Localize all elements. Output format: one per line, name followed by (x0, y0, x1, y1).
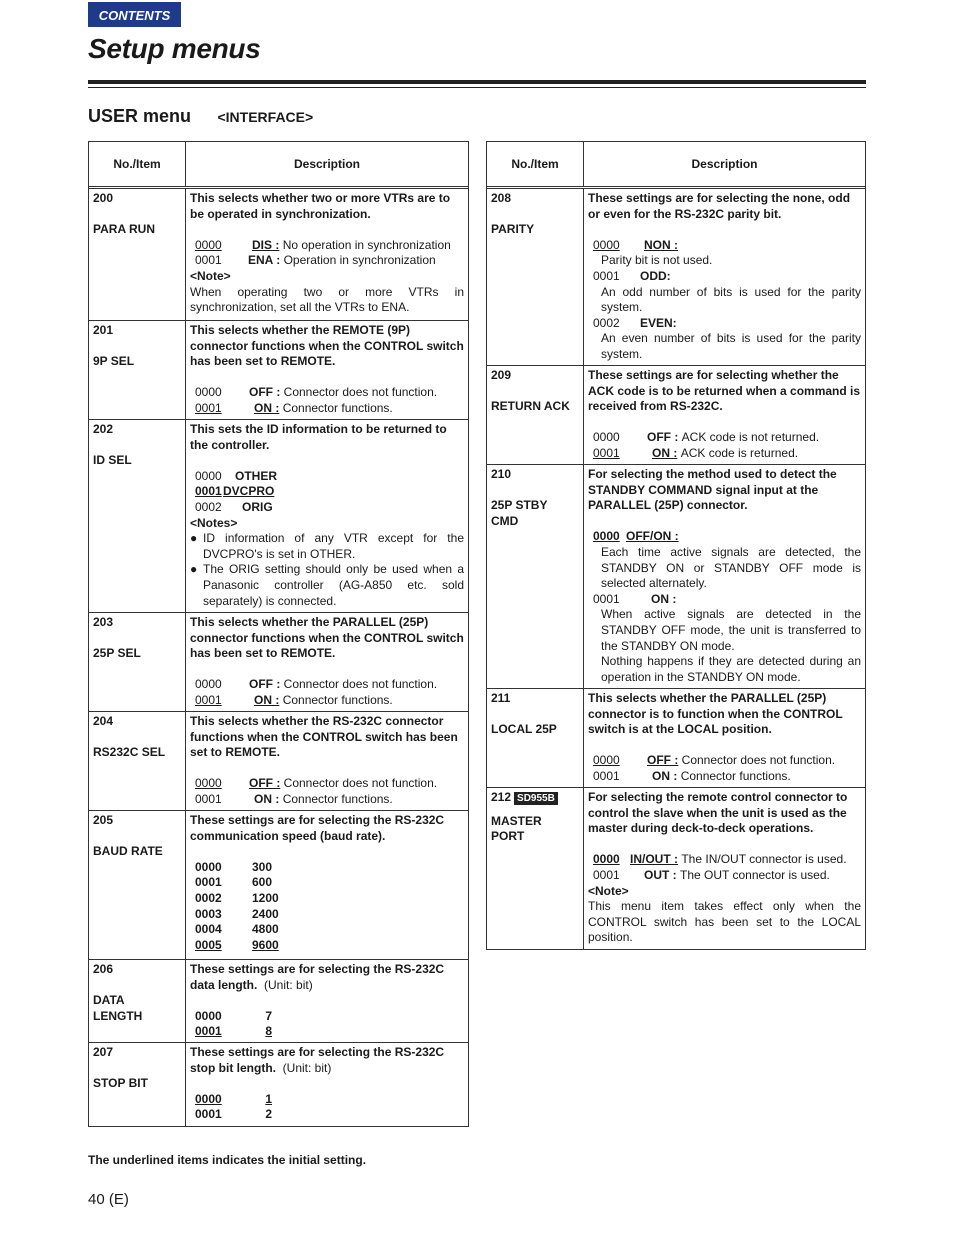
item-number-cell (487, 366, 584, 464)
option: 0000 OFF : Connector does not function. (195, 677, 438, 692)
note-bullet: ● The ORIG setting should only be used when a Panasonic controller (AG-A850 etc. sold separately) is connected. (190, 562, 464, 608)
item-description-cell (186, 189, 468, 320)
table-row (89, 189, 468, 320)
item-description: This sets the ID information to be returned to the controller. (190, 422, 447, 452)
item-number-cell (487, 689, 584, 787)
item-description-cell (584, 366, 865, 464)
item-description: These settings are for selecting the RS-232C stop bit length. (Unit: bit) (190, 1045, 445, 1075)
item-description-cell (186, 712, 468, 810)
option: 0000 300 (195, 859, 273, 874)
header-description: Description (691, 157, 758, 171)
option: 0000 OTHER (195, 468, 277, 483)
item-number: 210 (491, 467, 512, 481)
item-description: These settings are for selecting the RS-232C communication speed (baud rate). (190, 813, 445, 843)
option: 0001 ON : Connector functions. (593, 768, 791, 783)
item-number: 200 (93, 191, 114, 205)
table-row (487, 787, 865, 949)
item-number-cell (89, 420, 186, 612)
option: 0001 2 (195, 1107, 272, 1122)
item-description: These settings are for selecting whether the ACK code is to be returned when a command is received from RS-232C. (588, 368, 861, 414)
option-text: Each time active signals are detected, the STANDBY ON or STANDBY OFF mode is selected alternately. (601, 544, 861, 591)
option: 0004 4800 (195, 922, 279, 937)
item-number-cell (487, 465, 584, 688)
item-number: 209 (491, 368, 512, 382)
table-header (487, 142, 865, 187)
header-rule-thin (88, 87, 866, 88)
item-description-cell (186, 613, 468, 711)
item-name: 25P STBY CMD (491, 498, 548, 528)
option: 0000 IN/OUT : The IN/OUT connector is used. (593, 852, 847, 867)
item-number: 201 (93, 323, 114, 337)
option: 0005 9600 (195, 937, 279, 952)
section-title-main: USER menu (88, 106, 192, 126)
item-name: MASTER PORT (491, 813, 542, 844)
item-name: PARA RUN (93, 222, 155, 237)
item-description: This selects whether the REMOTE (9P) connector functions when the CONTROL switch has been set to REMOTE. (190, 323, 464, 369)
table-row (89, 959, 468, 1042)
item-description-cell (186, 811, 468, 959)
option: 0000 NON : (593, 237, 678, 252)
note-text: When operating two or more VTRs in synchronization, set all the VTRs to ENA. (190, 284, 464, 315)
item-description: This selects whether the RS-232C connector functions when the CONTROL switch has been set to REMOTE. (190, 714, 458, 760)
item-description-cell (186, 1043, 468, 1126)
item-number: 207 (93, 1045, 114, 1059)
option: 0001 OUT : The OUT connector is used. (593, 867, 830, 882)
item-name: 25P SEL (93, 646, 141, 661)
item-name: BAUD RATE (93, 844, 163, 859)
note-label: <Notes> (190, 515, 238, 530)
item-description-cell (584, 788, 865, 949)
option: 0000 OFF : Connector does not function. (593, 753, 836, 768)
table-header (89, 142, 468, 187)
option: 0000 1 (195, 1091, 272, 1106)
option: 0000 DIS : No operation in synchronization (195, 237, 451, 252)
option: 0000 OFF : Connector does not function. (195, 385, 438, 400)
option: 0001 8 (195, 1024, 272, 1039)
page-number: 40 (E) (88, 1191, 129, 1208)
table-row (89, 1042, 468, 1126)
section-title (88, 106, 313, 127)
unit-label: (Unit: bit) (282, 1060, 332, 1075)
option: 0000 OFF/ON : (593, 529, 679, 544)
option-text: An odd number of bits is used for the parity system. (601, 284, 861, 315)
option: 0000 7 (195, 1008, 272, 1023)
item-name: PARITY (491, 222, 535, 237)
item-number-cell (89, 189, 186, 320)
item-number: 205 (93, 813, 114, 827)
model-badge: SD955B (514, 792, 558, 805)
table-row (89, 711, 468, 810)
item-number: 203 (93, 615, 114, 629)
section-subtitle: <INTERFACE> (217, 109, 314, 125)
item-name: RETURN ACK (491, 399, 570, 414)
item-number-cell (487, 189, 584, 365)
item-description-cell (186, 420, 468, 612)
option: 0001 ODD: (593, 268, 671, 283)
item-number-cell (487, 788, 584, 949)
item-description: This selects whether the PARALLEL (25P) connector functions when the CONTROL switch has been set to REMOTE. (190, 615, 464, 661)
option-text: An even number of bits is used for the parity system. (601, 331, 861, 361)
header-no-item: No./Item (487, 142, 584, 186)
item-description: For selecting the method used to detect the STANDBY COMMAND signal input at the PARALLEL (25P) connector. (588, 467, 837, 513)
bullet-icon: ● (190, 531, 198, 546)
item-name: DATA LENGTH (93, 993, 143, 1023)
item-description: These settings are for selecting the none, odd or even for the RS-232C parity bit. (588, 191, 851, 221)
option: 0002 1200 (195, 890, 279, 905)
item-number-cell (89, 1043, 186, 1126)
menu-table-right (486, 141, 866, 950)
item-number: 212 SD955B (491, 790, 579, 806)
note-text: This menu item takes effect only when the CONTROL switch has been set to the LOCAL position. (588, 899, 861, 945)
header-description: Description (293, 157, 360, 171)
item-name: 9P SEL (93, 354, 135, 369)
header-no-item: No./Item (89, 142, 186, 186)
table-row (487, 365, 865, 464)
note-label: <Note> (588, 883, 629, 898)
item-number: 206 (93, 962, 114, 976)
contents-tab[interactable]: CONTENTS (88, 2, 181, 27)
item-number-cell (89, 613, 186, 711)
item-number: 208 (491, 191, 512, 205)
item-number-cell (89, 811, 186, 959)
table-row (89, 810, 468, 959)
item-description: This selects whether the PARALLEL (25P) connector is to function when the CONTROL switch is at the LOCAL position. (588, 691, 843, 737)
item-name: ID SEL (93, 453, 132, 468)
header-rule (88, 80, 866, 84)
option-text: Nothing happens if they are detected during an operation in the STANDBY ON mode. (601, 654, 861, 684)
item-description-cell (584, 689, 865, 787)
menu-table-left (88, 141, 469, 1127)
footnote: The underlined items indicates the initial setting. (88, 1153, 367, 1167)
option: 0001 ON : (593, 591, 677, 606)
item-description: These settings are for selecting the RS-232C data length. (Unit: bit) (190, 962, 445, 992)
item-description-cell (186, 960, 468, 1042)
option: 0001 ON : ACK code is returned. (593, 445, 799, 460)
item-description-cell (186, 321, 468, 419)
option: 0001 ENA : Operation in synchronization (195, 253, 436, 268)
table-row (487, 688, 865, 787)
option: 0001 DVCPRO (195, 484, 275, 499)
table-row (89, 320, 468, 419)
item-number-cell (89, 960, 186, 1042)
option: 0002 EVEN: (593, 315, 677, 330)
note-bullet: ● ID information of any VTR except for the DVCPRO's is set in OTHER. (190, 531, 464, 561)
option-text: Parity bit is not used. (601, 253, 713, 268)
table-row (487, 464, 865, 688)
table-row (89, 612, 468, 711)
option: 0003 2400 (195, 906, 279, 921)
item-number-cell (89, 712, 186, 810)
item-name: STOP BIT (93, 1076, 148, 1091)
table-row (487, 189, 865, 365)
table-row (89, 419, 468, 612)
option: 0000 OFF : ACK code is not returned. (593, 430, 820, 445)
page-title: Setup menus (88, 33, 261, 64)
item-description-cell (584, 465, 865, 688)
bullet-icon: ● (190, 562, 198, 577)
option: 0001 600 (195, 875, 273, 890)
option: 0002 ORIG (195, 499, 273, 514)
note-label: <Note> (190, 268, 231, 283)
item-number: 202 (93, 422, 114, 436)
item-number: 204 (93, 714, 114, 728)
item-number: 211 (491, 691, 511, 705)
item-name: RS232C SEL (93, 745, 166, 760)
item-description: For selecting the remote control connector to control the slave when the unit is used as the master during deck-to-deck operations. (588, 790, 848, 836)
item-description: This selects whether two or more VTRs are to be operated in synchronization. (190, 191, 451, 221)
option: 0001 ON : Connector functions. (195, 791, 393, 806)
option: 0000 OFF : Connector does not function. (195, 776, 438, 791)
option: 0001 ON : Connector functions. (195, 400, 393, 415)
unit-label: (Unit: bit) (264, 977, 313, 992)
item-number-cell (89, 321, 186, 419)
item-description-cell (584, 189, 865, 365)
option: 0001 ON : Connector functions. (195, 692, 393, 707)
option-text: When active signals are detected in the STANDBY OFF mode, the unit is transferred to the STANDBY ON mode. (601, 607, 861, 653)
item-name: LOCAL 25P (491, 722, 557, 737)
